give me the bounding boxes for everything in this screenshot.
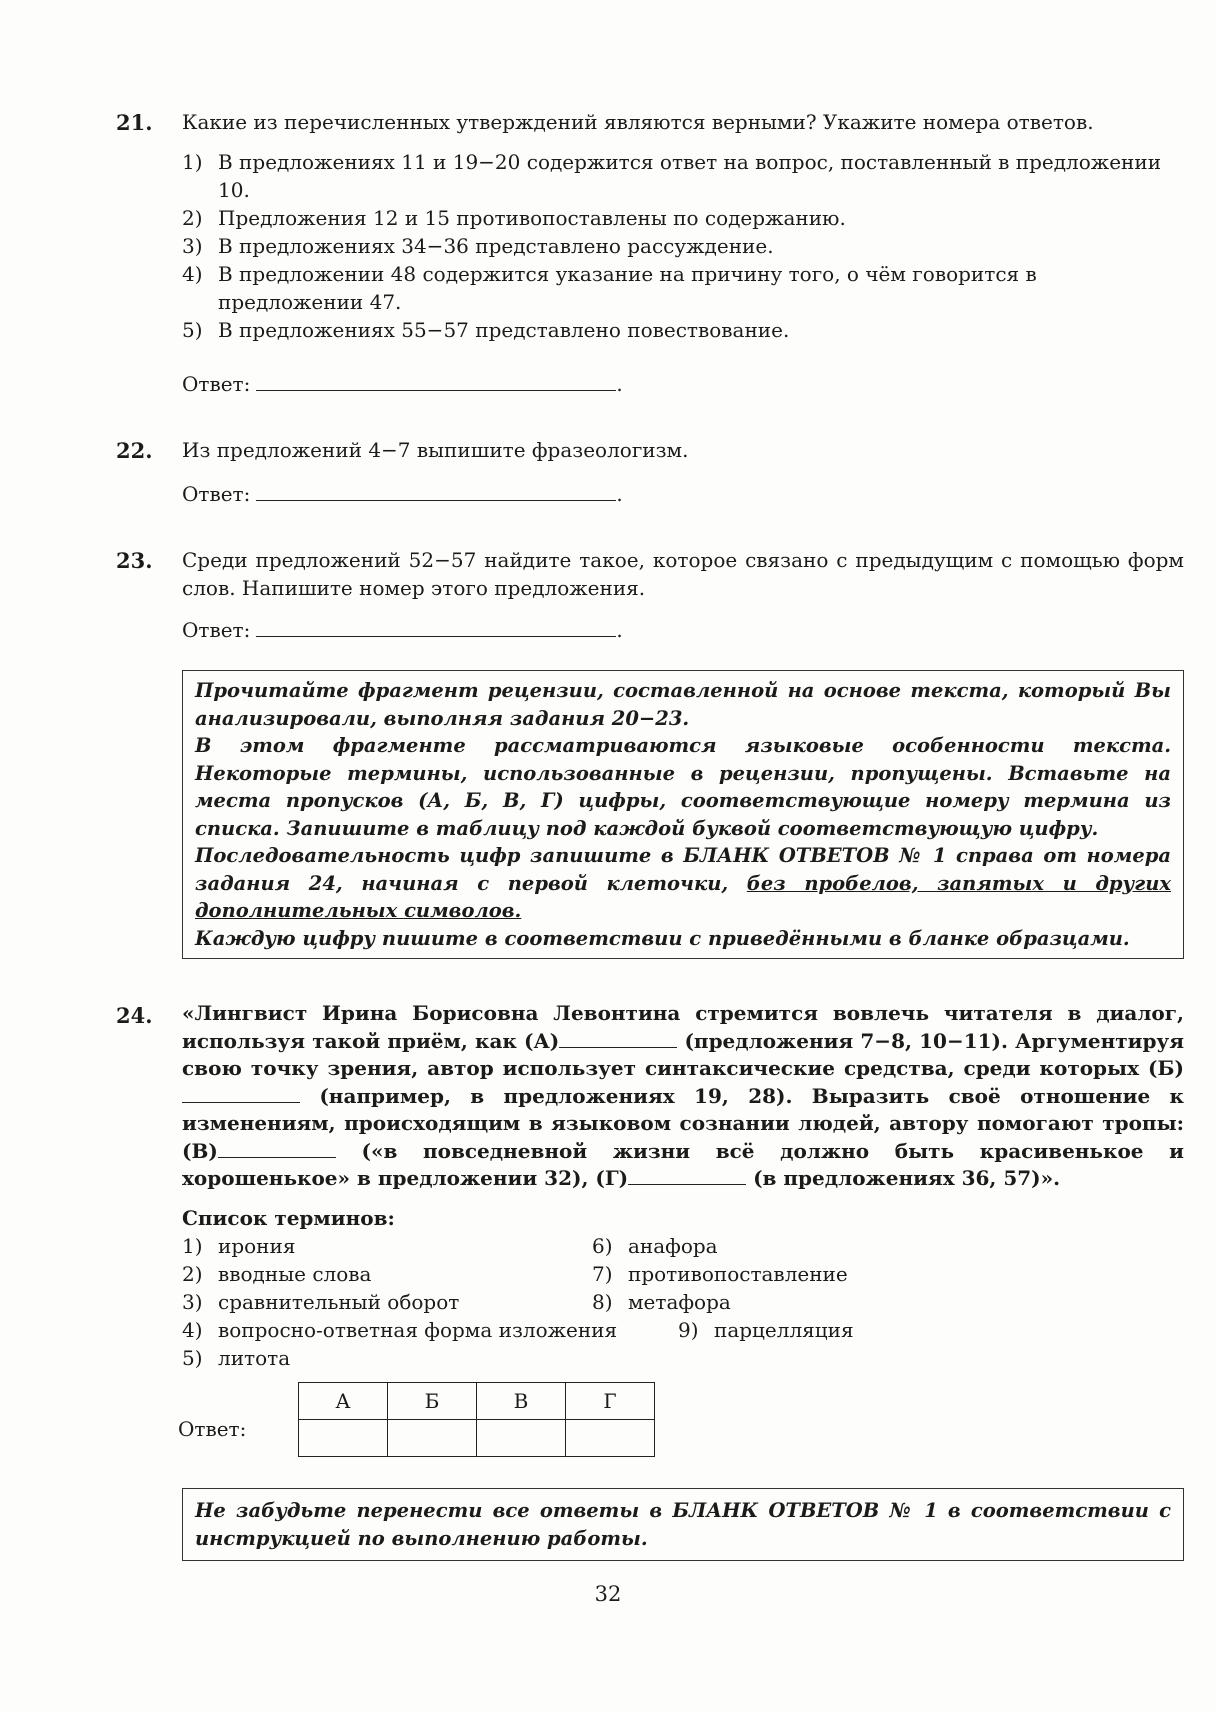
q24-text-3: (например, в предложениях 19, 28). Выразить своё отношение к изменениям, происходящим в языковом сознании людей, автору помогают тропы: (В) <box>182 1083 1184 1163</box>
blank-b[interactable] <box>182 1084 300 1103</box>
option-number: 3) <box>182 234 203 258</box>
terms-row <box>182 1288 1184 1316</box>
question-21-option-1 <box>182 148 1184 204</box>
q24-answer-label: Ответ: <box>178 1417 247 1441</box>
option-text: Предложения 12 и 15 противопоставлены по содержанию. <box>218 206 846 230</box>
answer-cell-a[interactable] <box>299 1420 388 1457</box>
answer-end: . <box>616 618 623 642</box>
question-21-option-4 <box>182 260 1184 316</box>
option-text: В предложениях 55−57 представлено повествование. <box>218 318 790 342</box>
option-text: В предложениях 11 и 19−20 содержится ответ на вопрос, поставленный в предложении 10. <box>218 150 1162 202</box>
question-21-answer <box>182 372 623 396</box>
q24-text-1: «Лингвист Ирина Борисовна Левонтина стремится вовлечь читателя в диалог, используя такой приём, как (А) <box>182 1001 1184 1053</box>
answer-field[interactable] <box>256 372 616 391</box>
terms-list <box>182 1232 1184 1372</box>
answer-table <box>298 1382 655 1457</box>
term-text: ирония <box>218 1234 296 1258</box>
answer-label: Ответ: <box>182 618 251 642</box>
reminder-box <box>182 1488 1184 1561</box>
term-number: 4) <box>182 1318 203 1342</box>
term-text: вводные слова <box>218 1262 372 1286</box>
option-text: В предложении 48 содержится указание на причину того, о чём говорится в предложении 47. <box>218 262 1037 314</box>
terms-row <box>182 1316 1184 1344</box>
term-number: 8) <box>592 1290 613 1314</box>
answer-end: . <box>616 372 623 396</box>
question-24-text <box>182 1000 1184 1193</box>
header-b: Б <box>388 1383 477 1420</box>
blank-g[interactable] <box>628 1166 746 1185</box>
instruction-paragraph-2: В этом фрагменте рассматриваются языковые особенности текста. Некоторые термины, использованные в рецензии, пропущены. Вставьте на места пропусков (А, Б, В, Г) цифры, соответствующие номеру термина из списка. Запишите в таблицу под каждой буквой соответствующую цифру. <box>195 734 1171 840</box>
q24-text-4: («в повседневной жизни всё должно быть красивенькое и хорошенькое» в предложении 32), (Г) <box>182 1138 1184 1190</box>
question-21-option-3 <box>182 232 1184 260</box>
term-text: противопоставление <box>628 1262 848 1286</box>
answer-label: Ответ: <box>182 482 251 506</box>
terms-row <box>182 1344 1184 1372</box>
term-number: 5) <box>182 1346 203 1370</box>
terms-title: Список терминов: <box>182 1206 395 1230</box>
question-23-number: 23. <box>116 548 153 573</box>
question-22-answer <box>182 482 623 506</box>
question-21-option-5 <box>182 316 1184 344</box>
option-number: 5) <box>182 318 203 342</box>
header-g: Г <box>566 1383 655 1420</box>
option-number: 1) <box>182 150 203 174</box>
term-number: 9) <box>678 1318 699 1342</box>
option-number: 2) <box>182 206 203 230</box>
term-text: метафора <box>628 1290 731 1314</box>
option-number: 4) <box>182 262 203 286</box>
terms-row <box>182 1260 1184 1288</box>
option-text: В предложениях 34−36 представлено рассуждение. <box>218 234 774 258</box>
term-number: 2) <box>182 1262 203 1286</box>
instruction-paragraph-3-text: Последовательность цифр запишите в БЛАНК ОТВЕТОВ № 1 справа от номера задания 24, начиная с первой клеточки, <box>195 844 1171 895</box>
instruction-underlined-text: без пробелов, запятых и других дополнительных символов. <box>195 871 1171 922</box>
blank-v[interactable] <box>218 1139 336 1158</box>
header-v: В <box>477 1383 566 1420</box>
answer-table-header <box>299 1383 655 1420</box>
answer-field[interactable] <box>256 618 616 637</box>
question-21-text: Какие из перечисленных утверждений являются верными? Укажите номера ответов. <box>182 110 1094 134</box>
term-number: 1) <box>182 1234 203 1258</box>
answer-cell-b[interactable] <box>388 1420 477 1457</box>
answer-table-row <box>299 1420 655 1457</box>
question-21-option-2 <box>182 204 1184 232</box>
q24-text-2: (предложения 7−8, 10−11). Аргументируя свою точку зрения, автор использует синтаксические средства, среди которых (Б) <box>182 1028 1185 1080</box>
term-number: 6) <box>592 1234 613 1258</box>
blank-a[interactable] <box>559 1029 677 1048</box>
question-23-answer <box>182 618 623 642</box>
term-number: 3) <box>182 1290 203 1314</box>
answer-end: . <box>616 482 623 506</box>
reminder-text: Не забудьте перенести все ответы в БЛАНК ОТВЕТОВ № 1 в соответствии с инструкцией по выполнению работы. <box>195 1499 1171 1550</box>
term-text: парцелляция <box>714 1318 854 1342</box>
answer-cell-v[interactable] <box>477 1420 566 1457</box>
answer-cell-g[interactable] <box>566 1420 655 1457</box>
term-text: литота <box>218 1346 291 1370</box>
instruction-paragraph-1: Прочитайте фрагмент рецензии, составленной на основе текста, который Вы анализировали, выполняя задания 20−23. <box>195 679 1171 730</box>
question-22-text: Из предложений 4−7 выпишите фразеологизм. <box>182 438 689 462</box>
terms-row <box>182 1232 1184 1260</box>
q24-text-5: (в предложениях 36, 57)». <box>746 1166 1061 1190</box>
instruction-box <box>182 670 1184 959</box>
term-number: 7) <box>592 1262 613 1286</box>
term-text: сравнительный оборот <box>218 1290 460 1314</box>
term-text: анафора <box>628 1234 718 1258</box>
question-24-number: 24. <box>116 1003 153 1028</box>
term-text: вопросно-ответная форма изложения <box>218 1318 618 1342</box>
question-21 <box>182 108 1184 344</box>
header-a: А <box>299 1383 388 1420</box>
page-number: 32 <box>594 1582 622 1606</box>
question-21-number: 21. <box>116 110 153 135</box>
instruction-paragraph-4: Каждую цифру пишите в соответствии с приведёнными в бланке образцами. <box>195 926 1130 950</box>
instruction-paragraph-3 <box>195 842 1171 925</box>
answer-label: Ответ: <box>182 372 251 396</box>
question-22-number: 22. <box>116 438 153 463</box>
question-23-text: Среди предложений 52−57 найдите такое, которое связано с предыдущим с помощью форм слов. Напишите номер этого предложения. <box>182 548 1184 600</box>
answer-field[interactable] <box>256 482 616 501</box>
